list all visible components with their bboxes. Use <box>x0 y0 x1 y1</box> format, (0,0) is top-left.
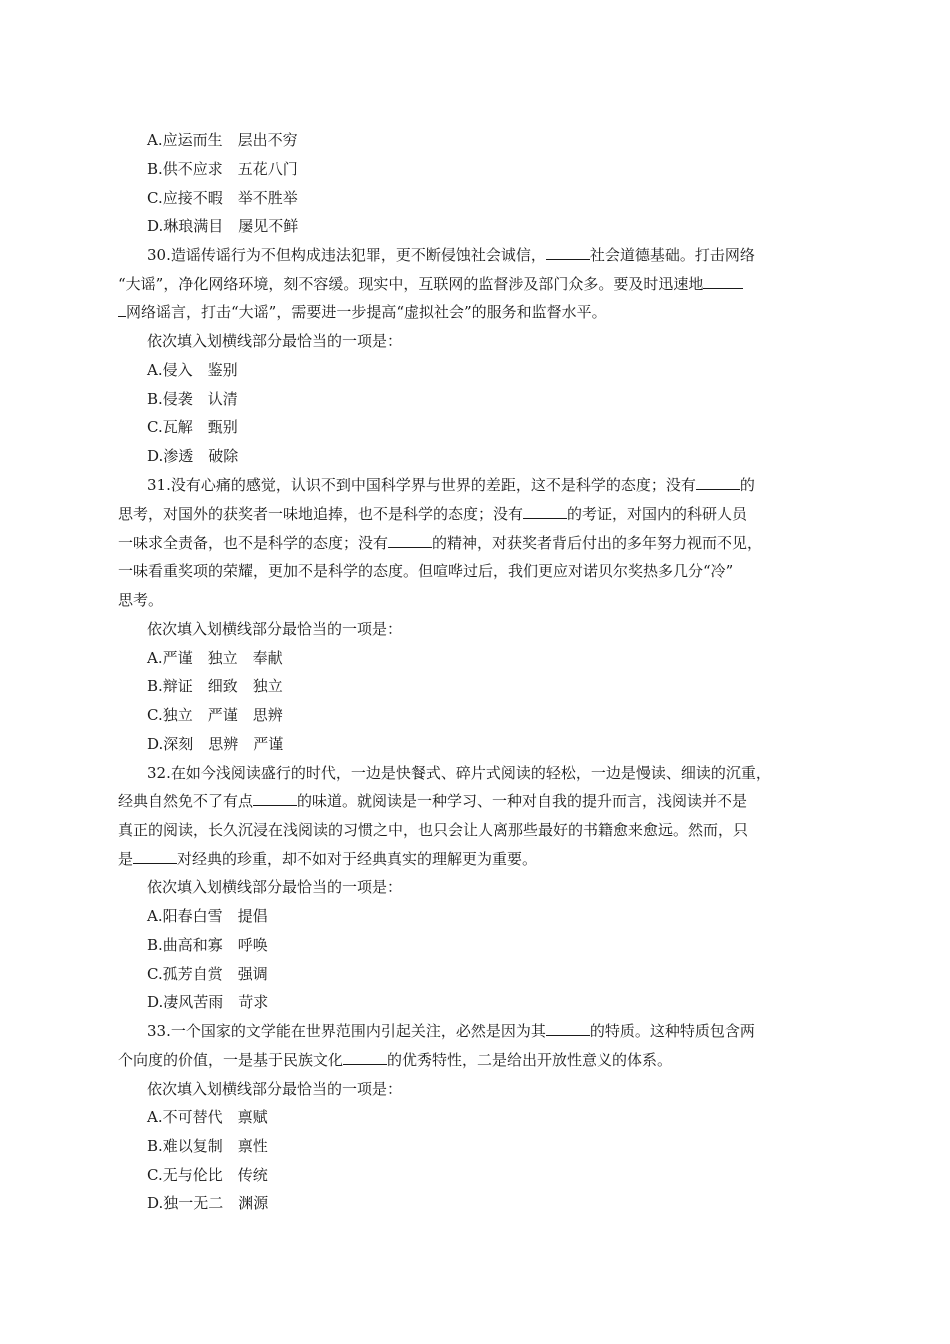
q33-option-a: A.不可替代 禀赋 <box>147 1108 268 1126</box>
q31-blank-3 <box>388 533 432 548</box>
q32-text: 是 <box>118 850 134 868</box>
q31-prompt: 依次填入划横线部分最恰当的一项是： <box>147 620 403 638</box>
q30-blank-2-cont <box>118 302 126 317</box>
q29-option-b: B.供不应求 五花八门 <box>147 160 298 178</box>
q31-option-b: B.辩证 细致 独立 <box>147 677 283 695</box>
q29-option-c: C.应接不暇 举不胜举 <box>147 189 298 207</box>
q31-stem-line-5: 思考。 <box>118 591 164 609</box>
q30-option-c: C.瓦解 甄别 <box>147 418 238 436</box>
q30-option-a: A.侵入 鉴别 <box>147 361 238 379</box>
q32-text: 对经典的珍重，却不如对于经典真实的理解更为重要。 <box>177 850 538 868</box>
q30-blank-1 <box>546 245 590 260</box>
q33-text: 33.一个国家的文学能在世界范围内引起关注，必然是因为其 <box>147 1022 546 1040</box>
q32-option-a: A.阳春白雪 提倡 <box>147 907 268 925</box>
q32-option-d: D.凄风苦雨 苛求 <box>147 993 269 1011</box>
q29-option-d: D.琳琅满目 屡见不鲜 <box>147 217 299 235</box>
q33-blank-2 <box>343 1050 387 1065</box>
q33-option-b: B.难以复制 禀性 <box>147 1137 268 1155</box>
q31-text: 思考，对国外的获奖者一味地追捧，也不是科学的态度；没有 <box>118 505 524 523</box>
q30-text: 网络谣言，打击“大谣”，需要进一步提高“虚拟社会”的服务和监督水平。 <box>126 303 607 321</box>
q33-option-d: D.独一无二 渊源 <box>147 1194 269 1212</box>
q31-stem-line-2 <box>118 504 747 524</box>
q31-text: 的 <box>739 476 755 494</box>
q31-option-a: A.严谨 独立 奉献 <box>147 649 283 667</box>
q31-text: 一味求全责备，也不是科学的态度；没有 <box>118 534 389 552</box>
q30-prompt: 依次填入划横线部分最恰当的一项是： <box>147 332 403 350</box>
q33-option-c: C.无与伦比 传统 <box>147 1166 268 1184</box>
q32-stem-line-2 <box>118 791 747 811</box>
q30-stem-line-3 <box>118 302 607 322</box>
q31-option-c: C.独立 严谨 思辨 <box>147 706 283 724</box>
q33-stem-line-2 <box>118 1050 672 1070</box>
q32-stem-line-1: 32.在如今浅阅读盛行的时代，一边是快餐式、碎片式阅读的轻松，一边是慢读、细读的沉重， <box>147 764 771 782</box>
q30-text: 30.造谣传谣行为不但构成违法犯罪，更不断侵蚀社会诚信， <box>147 246 546 264</box>
q31-stem-line-3 <box>118 533 762 553</box>
q32-text: 的味道。就阅读是一种学习、一种对自我的提升而言，浅阅读并不是 <box>297 792 748 810</box>
q32-blank-2 <box>133 849 177 864</box>
q31-stem-line-4: 一味看重奖项的荣耀，更加不是科学的态度。但喧哗过后，我们更应对诺贝尔奖热多几分“冷” <box>118 562 734 580</box>
q31-text: 的考证，对国内的科研人员 <box>567 505 748 523</box>
q32-blank-1 <box>253 791 297 806</box>
q30-option-d: D.渗透 破除 <box>147 447 239 465</box>
q31-text: 的精神，对获奖者背后付出的多年努力视而不见， <box>432 534 763 552</box>
q32-prompt: 依次填入划横线部分最恰当的一项是： <box>147 878 403 896</box>
q32-option-b: B.曲高和寡 呼唤 <box>147 936 268 954</box>
q30-text: “大谣”，净化网络环境，刻不容缓。现实中，互联网的监督涉及部门众多。要及时迅速地 <box>118 275 704 293</box>
q31-blank-2 <box>523 504 567 519</box>
q32-text: 经典自然免不了有点 <box>118 792 254 810</box>
q30-text: 社会道德基础。打击网络 <box>589 246 755 264</box>
q32-stem-line-4 <box>118 849 537 869</box>
q32-option-c: C.孤芳自赏 强调 <box>147 965 268 983</box>
q30-stem-line-2 <box>118 274 743 294</box>
q29-option-a: A.应运而生 层出不穷 <box>147 131 298 149</box>
q31-blank-1 <box>696 475 740 490</box>
q33-prompt: 依次填入划横线部分最恰当的一项是： <box>147 1080 403 1098</box>
q30-option-b: B.侵袭 认清 <box>147 390 238 408</box>
q33-blank-1 <box>546 1021 590 1036</box>
q33-text: 的特质。这种特质包含两 <box>589 1022 755 1040</box>
q33-text: 个向度的价值，一是基于民族文化 <box>118 1051 344 1069</box>
q30-blank-2 <box>703 274 743 289</box>
q31-option-d: D.深刻 思辨 严谨 <box>147 735 284 753</box>
q33-text: 的优秀特性，二是给出开放性意义的体系。 <box>387 1051 673 1069</box>
q31-stem-line-1 <box>147 475 755 495</box>
q32-stem-line-3: 真正的阅读，长久沉浸在浅阅读的习惯之中，也只会让人离那些最好的书籍愈来愈远。然而，只 <box>118 821 749 839</box>
q30-stem-line-1 <box>147 245 755 265</box>
q33-stem-line-1 <box>147 1021 755 1041</box>
q31-text: 31.没有心痛的感觉，认识不到中国科学界与世界的差距，这不是科学的态度；没有 <box>147 476 696 494</box>
